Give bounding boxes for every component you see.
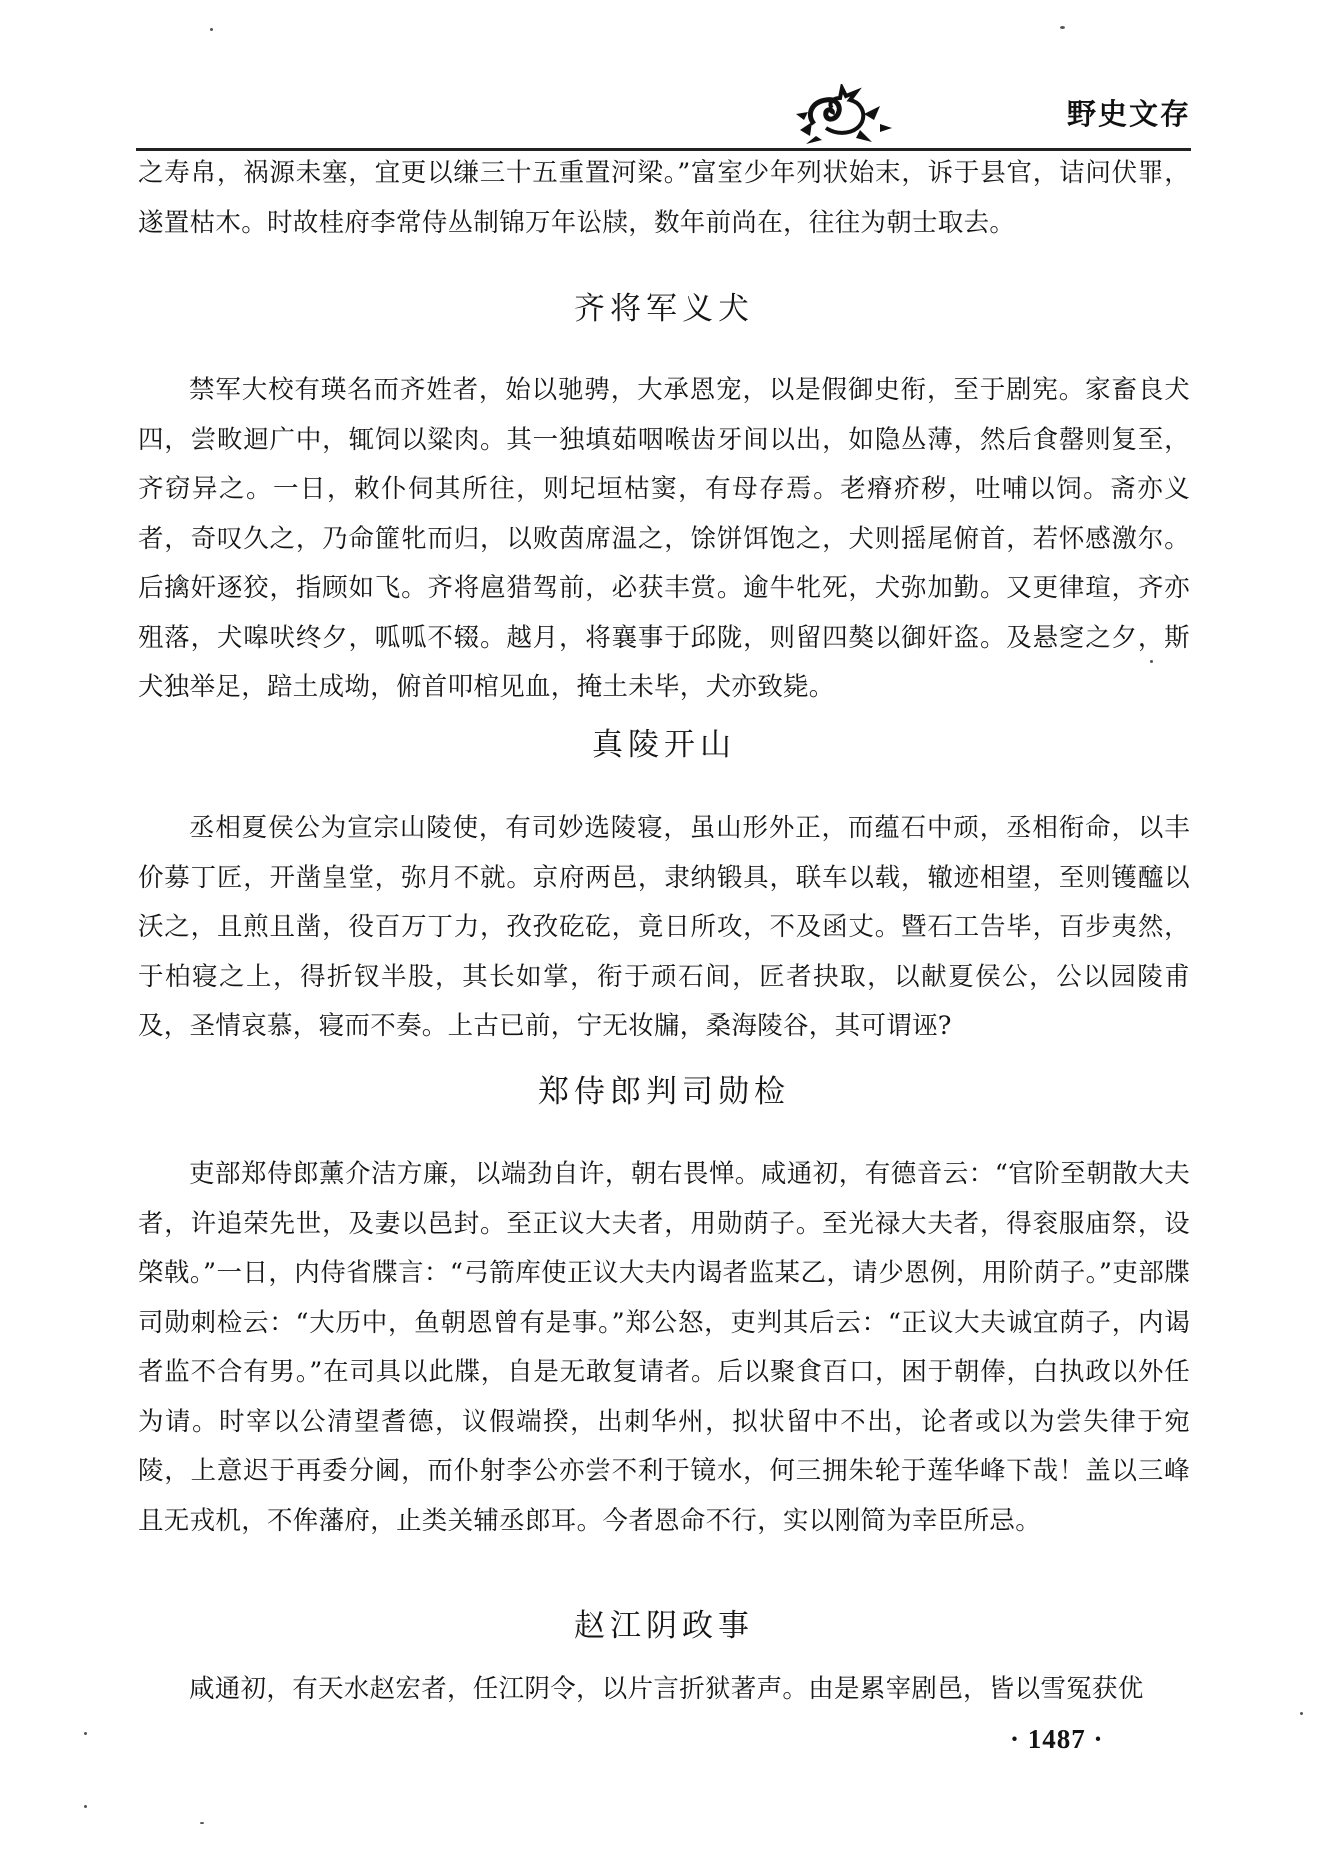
page-number: · 1487 ·: [1010, 1724, 1104, 1754]
section-heading: 郑侍郎判司勋检: [538, 1074, 790, 1110]
scan-speck: [84, 1732, 87, 1735]
section-paragraph: 吏部郑侍郎薰介洁方廉，以端劲自许，朝右畏惮。咸通初，有德音云：“官阶至朝散大夫者，许追荣先世，及妻以邑封。至正议大夫者，用勋荫子。至光禄大夫者，得衮服庙祭，设棨戟。”一日，内侍省牒言：“弓箭库使正议大夫内谒者监某乙，请少恩例，用阶荫子。”吏部牒司勋刺检云：“大历中，鱼朝恩曾有是事。”郑公怒，吏判其后云：“正议大夫诚宜荫子，内谒者监不合有男。”在司具以此牒，自是无敢复请者。后以聚食百口，困于朝俸，白执政以外任为请。时宰以公清望耆德，议假端揆，出刺华州，拟状留中不出，论者或以为尝失律于宛陵，上意迟于再委分阃，而仆射李公亦尝不利于镜水，何三拥朱轮于莲华峰下哉！盖以三峰且无戎机，不侔藩府，止类关辅丞郎耳。今者恩命不行，实以刚简为幸臣所忌。: [138, 1159, 1190, 1536]
scan-speck: [1300, 1712, 1303, 1715]
series-title: 野史文存: [1066, 97, 1191, 131]
section-paragraph: 咸通初，有天水赵宏者，任江阴令，以片言折狱著声。由是累宰剧邑，皆以雪冤获优: [189, 1674, 1144, 1704]
scan-speck: [210, 28, 213, 31]
running-header: [136, 78, 1191, 151]
scan-speck: [1060, 26, 1065, 29]
section-heading: 赵江阴政事: [574, 1608, 754, 1644]
section-heading: 真陵开山: [592, 727, 736, 763]
section-heading: 齐将军义犬: [574, 291, 754, 327]
section-paragraph: 丞相夏侯公为宣宗山陵使，有司妙选陵寝，虽山形外正，而蕴石中顽，丞相衔命，以丰价募丁匠，开凿皇堂，弥月不就。京府两邑，隶纳锻具，联车以载，辙迹相望，至则镬醯以沃之，且煎且凿，役百万丁力，孜孜矻矻，竟日所攻，不及函丈。暨石工告毕，百步夷然，于柏寝之上，得折钗半股，其长如掌，衔于顽石间，匠者抉取，以献夏侯公，公以园陵甫及，圣情哀慕，寝而不奏。上古已前，宁无妆牖，桑海陵谷，其可谓诬?: [138, 813, 1190, 1041]
paragraph-continued: 之寿帛，祸源未塞，宜更以缣三十五重置河梁。”富室少年列状始末，诉于县官，诘问伏罪，遂置枯木。时故桂府李常侍丛制锦万年讼牍，数年前尚在，往往为朝士取去。: [138, 158, 1190, 238]
section-paragraph: 禁军大校有瑛名而齐姓者，始以驰骋，大承恩宠，以是假御史衔，至于剧宪。家畜良犬四，尝畋迴广中，辄饲以粱肉。其一独填茹咽喉齿牙间以出，如隐丛薄，然后食罄则复至，齐窃异之。一日，敕仆伺其所往，则圮垣枯窦，有母存焉。老瘠疥秽，吐哺以饲。斋亦义者，奇叹久之，乃命篚牝而归，以败茵席温之，馀饼饵饱之，犬则摇尾俯首，若怀感激尔。后擒奸逐狡，指顾如飞。齐将扈猎驾前，必获丰赏。逾牛牝死，犬弥加勤。又更律瑄，齐亦殂落，犬嗥吠终夕，呱呱不辍。越月，将襄事于邱陇，则留四獒以御奸盗。及悬窆之夕，斯犬独举足，踣土成坳，俯首叩棺见血，掩土未毕，犬亦致毙。: [138, 375, 1190, 702]
scan-speck: [84, 1805, 87, 1808]
scan-speck: [200, 1822, 204, 1824]
scan-speck: [1150, 660, 1153, 663]
dragon-logo-icon: [776, 84, 906, 146]
